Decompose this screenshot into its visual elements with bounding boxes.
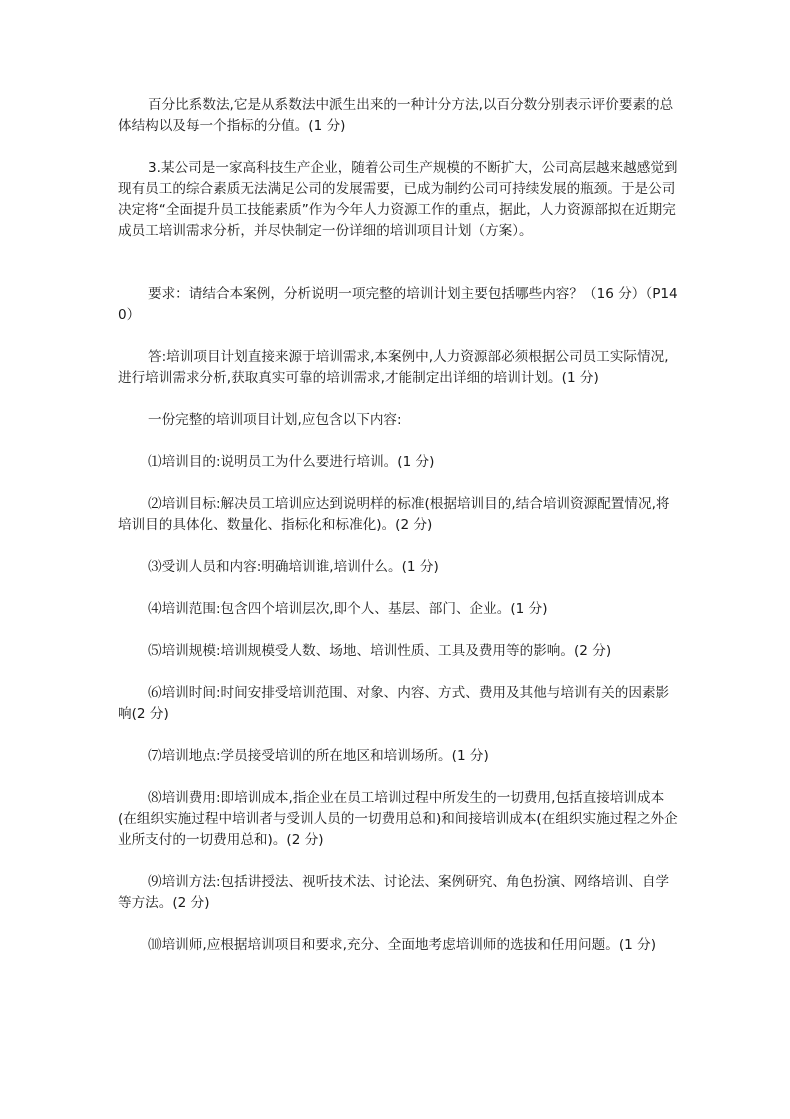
list-item-training-cost: ⑻培训费用:即培训成本,指企业在员工培训过程中所发生的一切费用,包括直接培训成本(在组织实施过程中培训者与受训人员的一切费用总和)和间接培训成本(在组织实施过程之外企业所支付的一切费用总和)。(2 分) <box>118 790 678 848</box>
paragraph-percentage-method: 百分比系数法,它是从系数法中派生出来的一种计分方法,以百分数分别表示评价要素的总体结构以及每一个指标的分值。(1 分) <box>118 97 674 134</box>
paragraph-plan-contents: 一份完整的培训项目计划,应包含以下内容: <box>148 412 402 428</box>
list-item-trainees-content: ⑶受训人员和内容:明确培训谁,培训什么。(1 分) <box>148 559 439 575</box>
paragraph-requirement: 要求：请结合本案例，分析说明一项完整的培训计划主要包括哪些内容？（16 分）（P140） <box>118 286 678 323</box>
list-item-training-goal: ⑵培训目标:解决员工培训应达到说明样的标准(根据培训目的,结合培训资源配置情况,将培训目的具体化、数量化、指标化和标准化)。(2 分) <box>118 496 670 533</box>
paragraph-answer-intro: 答:培训项目计划直接来源于培训需求,本案例中,人力资源部必须根据公司员工实际情况,进行培训需求分析,获取真实可靠的培训需求,才能制定出详细的培训计划。(1 分) <box>118 349 669 386</box>
list-item-training-location: ⑺培训地点:学员接受培训的所在地区和培训场所。(1 分) <box>148 748 489 764</box>
list-item-training-scope: ⑷培训范围:包含四个培训层次,即个人、基层、部门、企业。(1 分) <box>148 601 548 617</box>
paragraph-case-3: 3.某公司是一家高科技生产企业，随着公司生产规模的不断扩大，公司高层越来越感觉到现有员工的综合素质无法满足公司的发展需要，已成为制约公司可持续发展的瓶颈。于是公司决定将“全面提升员工技能素质”作为今年人力资源工作的重点，据此，人力资源部拟在近期完成员工培训需求分析，并尽快制定一份详细的培训项目计划（方案）。 <box>118 160 678 239</box>
list-item-training-time: ⑹培训时间:时间安排受培训范围、对象、内容、方式、费用及其他与培训有关的因素影响(2 分) <box>118 685 670 722</box>
list-item-training-methods: ⑼培训方法:包括讲授法、视听技术法、讨论法、案例研究、角色扮演、网络培训、自学等方法。(2 分) <box>118 874 670 911</box>
list-item-trainer: ⑽培训师,应根据培训项目和要求,充分、全面地考虑培训师的选拔和任用问题。(1 分) <box>148 937 656 953</box>
list-item-training-purpose: ⑴培训目的:说明员工为什么要进行培训。(1 分) <box>148 454 435 470</box>
list-item-training-scale: ⑸培训规模:培训规模受人数、场地、培训性质、工具及费用等的影响。(2 分) <box>148 643 612 659</box>
